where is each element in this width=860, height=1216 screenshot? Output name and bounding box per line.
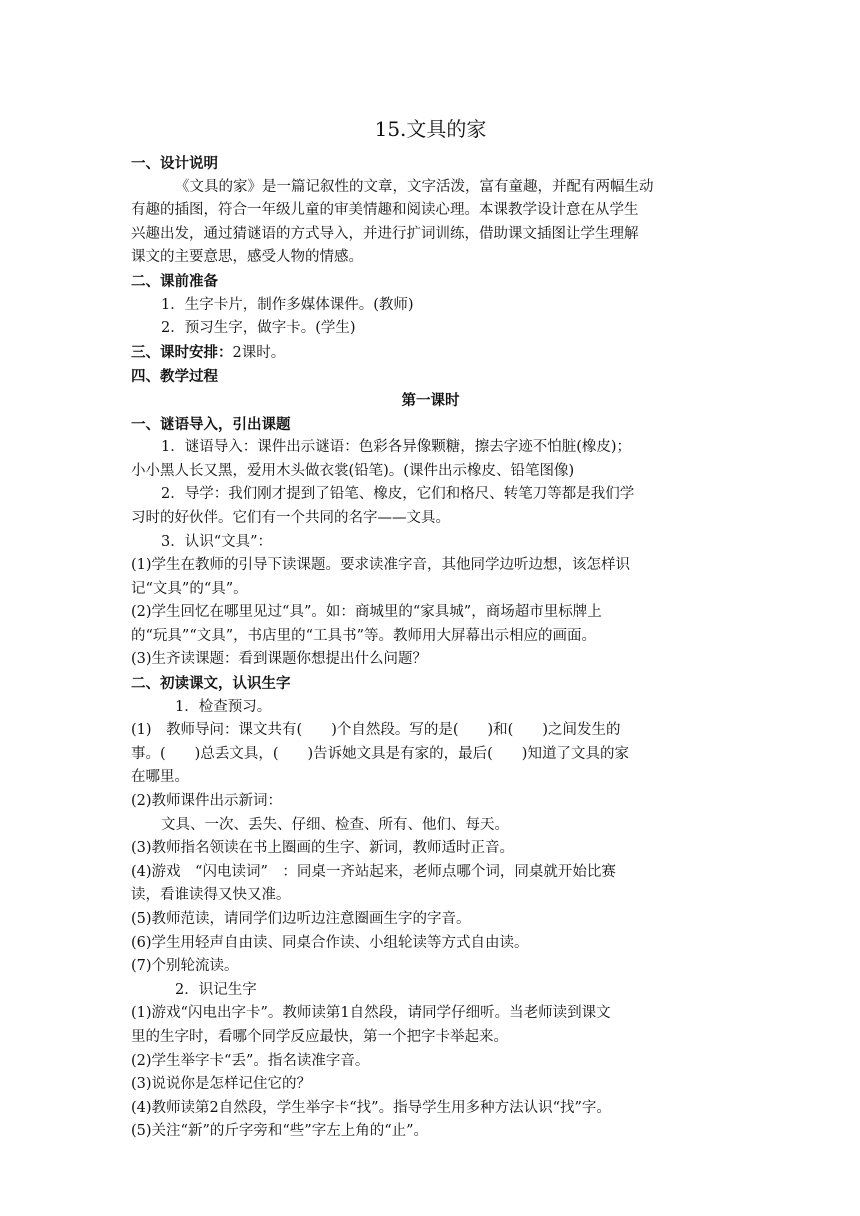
text-line: 《文具的家》是一篇记叙性的文章，文字活泼，富有童趣，并配有两幅生动 (175, 178, 654, 195)
document-title: 15.文具的家 (374, 117, 487, 141)
text-line: (2)学生回忆在哪里见过“具”。如：商城里的“家具城”，商场超市里标牌上 (131, 604, 602, 621)
text-line: 一、谜语导入，引出课题 (131, 415, 291, 433)
text-line: 二、初读课文，认识生字 (131, 675, 291, 693)
text-line: (3)说说你是怎样记住它的？ (131, 1076, 312, 1093)
text-line: 习时的好伙伴。它们有一个共同的名字——文具。 (131, 509, 450, 526)
text-line: (1)游戏“闪电出字卡”。教师读第1自然段，请同学仔细听。当老师读到课文 (131, 1005, 611, 1022)
text-line: 小小黑人长又黑，爱用木头做衣裳(铅笔)。(课件出示橡皮、铅笔图像) (131, 462, 575, 479)
text-line: 1．检查预习。 (175, 698, 272, 715)
text-line: 1．生字卡片，制作多媒体课件。(教师) (161, 296, 414, 313)
text-line: (4)教师读第2自然段，学生举字卡“找”。指导学生用多种方法认识“找”字。 (131, 1099, 611, 1116)
text-line: 2．预习生字，做字卡。(学生) (161, 320, 356, 337)
text-line: 2．识记生字 (175, 981, 257, 998)
text-line: 兴趣出发，通过猜谜语的方式导入，并进行扩词训练，借助课文插图让学生理解 (131, 225, 639, 242)
text-line: (7)个别轮流读。 (131, 958, 239, 975)
text-line: (2)教师课件出示新词： (131, 793, 283, 810)
text-line: (5)教师范读，请同学们边听边注意圈画生字的字音。 (131, 911, 471, 927)
text-line: (3)生齐读课题：看到课题你想提出什么问题？ (131, 651, 428, 668)
text-line: 事。( )总丢文具，( )告诉她文具是有家的，最后( )知道了文具的家 (131, 745, 629, 762)
text-line: (5)关注“新”的斤字旁和“些”字左上角的“止”。 (131, 1123, 429, 1140)
text-line: 里的生字时，看哪个同学反应最快，第一个把字卡举起来。 (131, 1028, 508, 1045)
text-line: 3．认识“文具”： (161, 533, 273, 550)
text-line: (1) 教师导问：课文共有( )个自然段。写的是( )和( )之间发生的 (131, 722, 621, 739)
text-line: 1．谜语导入：课件出示谜语：色彩各异像颗糖，擦去字迹不怕脏(橡皮)； (161, 439, 632, 456)
text-line: 有趣的插图，符合一年级儿童的审美情趣和阅读心理。本课教学设计意在从学生 (131, 202, 639, 219)
text-line: (3)教师指名领读在书上圈画的生字、新词，教师适时正音。 (131, 840, 515, 857)
text-line: (2)学生举字卡“丢”。指名读准字音。 (131, 1052, 370, 1069)
text-line: 四、教学过程 (131, 368, 218, 386)
text-line: 二、课前准备 (131, 272, 218, 290)
text-line: 第一课时 (401, 391, 460, 409)
text-line: 读，看谁读得又快又准。 (131, 887, 291, 904)
text-line: (6)学生用轻声自由读、同桌合作读、小组轮读等方式自由读。 (131, 934, 529, 951)
text-line: 课文的主要意思，感受人物的情感。 (131, 249, 363, 266)
text-line: 在哪里。 (131, 769, 189, 786)
text-line: 文具、一次、丢失、仔细、检查、所有、他们、每天。 (161, 816, 509, 833)
text-line: 一、设计说明 (131, 155, 218, 172)
text-line: 记“文具”的“具”。 (131, 580, 248, 597)
text-line: 三、课时安排：2课时。 (131, 343, 286, 361)
text-line: (1)学生在教师的引导下读课题。要求读准字音，其他同学边听边想，该怎样识 (131, 557, 631, 574)
text-line: 2．导学：我们刚才提到了铅笔、橡皮，它们和格尺、转笔刀等都是我们学 (161, 486, 635, 503)
text-line: 的“玩具”“文具”，书店里的“工具书”等。教师用大屏幕出示相应的画面。 (131, 627, 596, 644)
text-line: (4)游戏 “闪电读词” ：同桌一齐站起来，老师点哪个词，同桌就开始比赛 (131, 863, 616, 880)
document-body (131, 152, 730, 1144)
